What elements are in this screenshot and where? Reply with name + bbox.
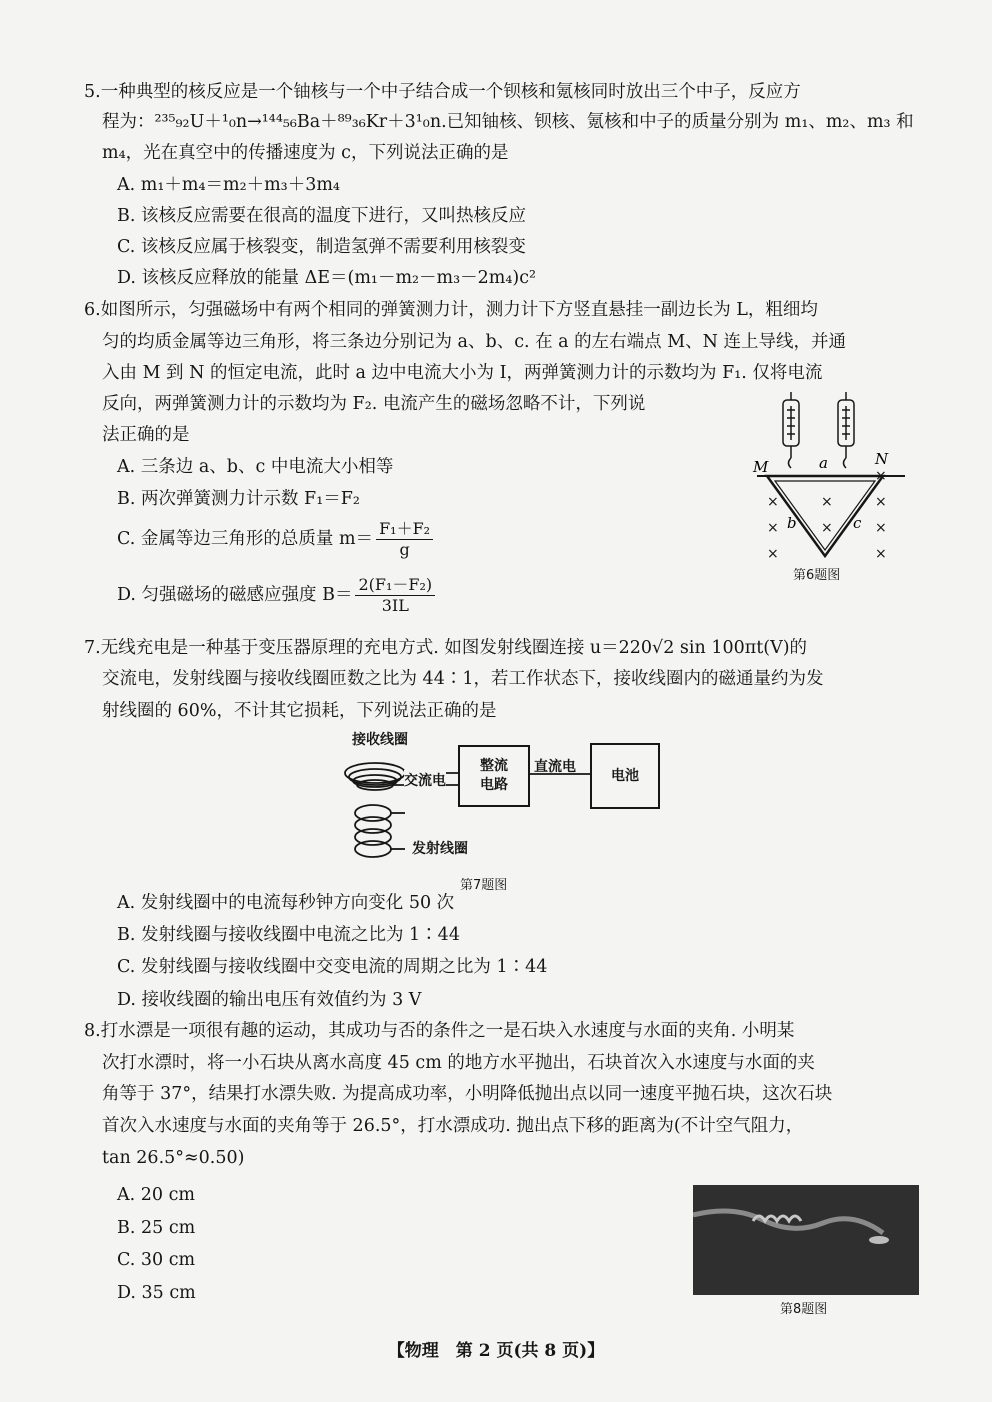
q8-option-b: B. 25 cm <box>117 1218 196 1238</box>
svg-text:×: × <box>767 546 779 562</box>
q6-option-c-denominator: g <box>399 540 410 559</box>
q5-option-c: C. 该核反应属于核裂变，制造氢弹不需要利用核裂变 <box>117 237 526 257</box>
svg-text:×: × <box>821 494 833 510</box>
svg-text:×: × <box>767 520 779 536</box>
q6-option-c <box>117 519 436 560</box>
q6-option-d-denominator: 3IL <box>381 596 409 615</box>
rectifier-box <box>458 745 530 807</box>
q8-figure-caption: 第8题图 <box>780 1302 828 1317</box>
q7-option-b: B. 发射线圈与接收线圈中电流之比为 1∶44 <box>117 925 460 945</box>
svg-text:×: × <box>875 520 887 536</box>
q6-option-d-fraction <box>355 575 435 616</box>
q8-stem-line2: 次打水漂时，将一小石块从离水高度 45 cm 的地方水平抛出，石块首次入水速度与水面的夹 <box>102 1053 815 1073</box>
q6-stem-line4: 反向，两弹簧测力计的示数均为 F₂. 电流产生的磁场忽略不计，下列说 <box>102 394 646 414</box>
svg-text:×: × <box>875 494 887 510</box>
q6-stem-line5: 法正确的是 <box>102 425 190 445</box>
q7-stem-line3: 射线圈的 60%，不计其它损耗，下列说法正确的是 <box>102 701 497 721</box>
spring-scale-left <box>783 392 799 468</box>
q5-option-d: D. 该核反应释放的能量 ΔE＝(m₁－m₂－m₃－2m₄)c² <box>117 268 537 288</box>
q5-stem-line2 <box>102 110 914 134</box>
label-N: N <box>875 450 889 468</box>
label-M: M <box>753 458 769 476</box>
label-c: c <box>853 514 862 532</box>
q8-option-d: D. 35 cm <box>117 1283 196 1303</box>
q6-stem-line2: 匀的均质金属等边三角形，将三条边分别记为 a、b、c. 在 a 的左右端点 M、N 连上导线，并通 <box>102 332 847 352</box>
svg-text:×: × <box>767 494 779 510</box>
q7-option-d: D. 接收线圈的输出电压有效值约为 3 V <box>117 990 422 1010</box>
battery-label: 电池 <box>611 767 639 784</box>
q8-stem-line5: tan 26.5°≈0.50) <box>102 1148 245 1168</box>
ac-label: 交流电 <box>404 770 446 790</box>
q6-option-a: A. 三条边 a、b、c 中电流大小相等 <box>117 457 394 477</box>
q7-stem-line1: 7.无线充电是一种基于变压器原理的充电方式. 如图发射线圈连接 u＝220√2 sin 100πt(V)的 <box>84 638 808 658</box>
dc-label: 直流电 <box>534 759 576 775</box>
q7-figure-caption: 第7题图 <box>460 878 508 893</box>
q5-line2-suffix: 已知铀核、钡核、氪核和中子的质量分别为 m₁、m₂、m₃ 和 <box>446 112 914 132</box>
q5-line2-prefix: 程为： <box>102 112 155 132</box>
q7-option-c: C. 发射线圈与接收线圈中交变电流的周期之比为 1∶44 <box>117 957 548 977</box>
q6-option-b: B. 两次弹簧测力计示数 F₁＝F₂ <box>117 489 360 509</box>
q5-option-b: B. 该核反应需要在很高的温度下进行，又叫热核反应 <box>117 206 526 226</box>
label-a: a <box>819 454 828 472</box>
q8-option-a: A. 20 cm <box>117 1185 195 1205</box>
q5-stem-line1: 5.一种典型的核反应是一个铀核与一个中子结合成一个钡核和氪核同时放出三个中子，反应方 <box>84 82 801 102</box>
q6-figure-diagram <box>745 392 920 592</box>
transmitter-coil <box>355 805 405 857</box>
q8-option-c: C. 30 cm <box>117 1250 196 1270</box>
q6-option-d-prefix: D. 匀强磁场的磁感应强度 B＝ <box>117 585 353 605</box>
q8-stem-line1: 8.打水漂是一项很有趣的运动，其成功与否的条件之一是石块入水速度与水面的夹角. 小明某 <box>84 1021 795 1041</box>
svg-text:×: × <box>875 468 887 484</box>
page-footer: 【物理 第 2 页(共 8 页)】 <box>387 1341 605 1361</box>
q6-option-d <box>117 575 438 616</box>
svg-text:×: × <box>875 546 887 562</box>
q6-stem-line3: 入由 M 到 N 的恒定电流，此时 a 边中电流大小为 I，两弹簧测力计的示数均为 F₁. 仅将电流 <box>102 363 823 383</box>
q7-option-a: A. 发射线圈中的电流每秒钟方向变化 50 次 <box>117 893 455 913</box>
receiver-coil-label: 接收线圈 <box>352 732 408 748</box>
q6-stem-line1: 6.如图所示，匀强磁场中有两个相同的弹簧测力计，测力计下方竖直悬挂一副边长为 L，粗细均 <box>84 300 818 320</box>
transmitter-coil-label: 发射线圈 <box>412 841 468 857</box>
rectifier-label: 整流电路 <box>480 758 508 793</box>
q5-option-a: A. m₁＋m₄＝m₂＋m₃＋3m₄ <box>117 175 340 195</box>
metal-triangle <box>767 476 883 556</box>
q6-option-c-prefix: C. 金属等边三角形的总质量 m＝ <box>117 529 374 549</box>
q8-stem-line3: 角等于 37°，结果打水漂失败. 为提高成功率，小明降低抛出点以同一速度平抛石块，这次石块 <box>102 1084 833 1104</box>
battery-box <box>590 743 660 809</box>
label-b: b <box>787 514 797 532</box>
svg-text:×: × <box>821 520 833 536</box>
q5-stem-line3: m₄，光在真空中的传播速度为 c，下列说法正确的是 <box>102 143 509 163</box>
q8-stem-line4: 首次入水速度与水面的夹角等于 26.5°，打水漂成功. 抛出点下移的距离为(不计空气阻力， <box>102 1116 804 1136</box>
q6-option-c-fraction <box>376 519 433 560</box>
spring-scale-right <box>838 392 854 468</box>
q6-figure-caption: 第6题图 <box>793 568 841 583</box>
q6-option-c-numerator: F₁＋F₂ <box>376 519 433 540</box>
q7-stem-line2: 交流电，发射线圈与接收线圈匝数之比为 44∶1，若工作状态下，接收线圈内的磁通量约为发 <box>102 669 824 689</box>
q6-option-d-numerator: 2(F₁－F₂) <box>355 575 435 596</box>
stone-skipping-photo <box>693 1185 919 1295</box>
q5-equation: ²³⁵₉₂U＋¹₀n→¹⁴⁴₅₆Ba＋⁸⁹₃₆Kr＋3¹₀n. <box>154 112 447 132</box>
